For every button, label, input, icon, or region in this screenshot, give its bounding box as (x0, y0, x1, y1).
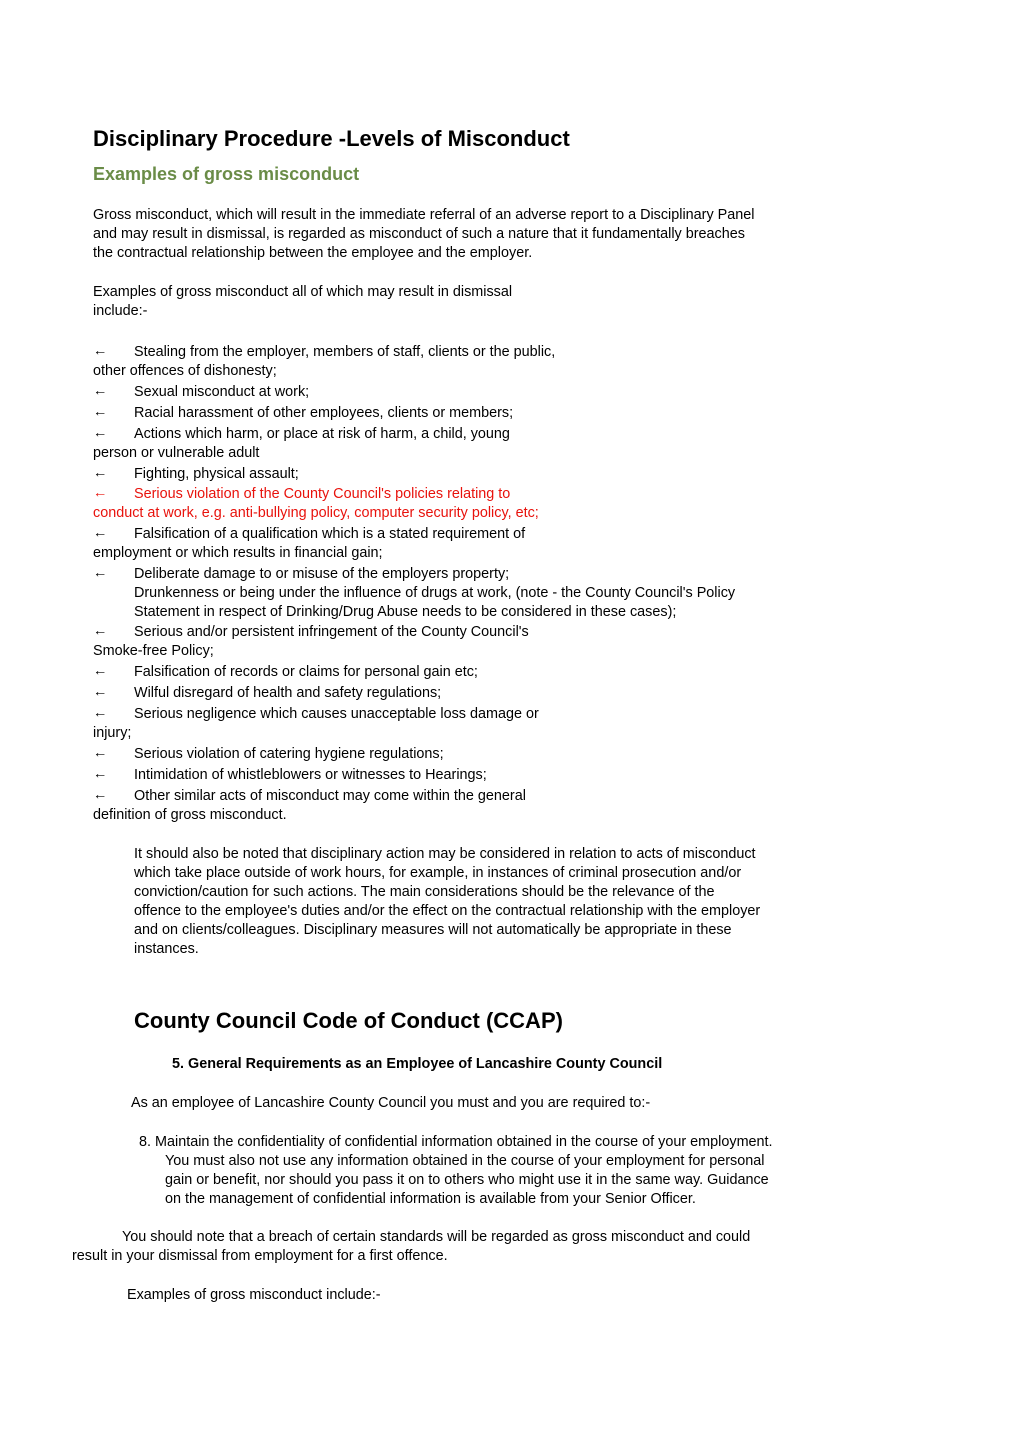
arrow-icon: ← (93, 485, 108, 501)
list-item-continuation: definition of gross misconduct. (93, 807, 287, 823)
examples-include: Examples of gross misconduct include:- (127, 1287, 381, 1303)
list-item: Deliberate damage to or misuse of the employers property; (134, 566, 510, 582)
arrow-icon: ← (93, 425, 108, 441)
list-item: Actions which harm, or place at risk of harm, a child, young (134, 426, 510, 442)
list-item-continuation: other offences of dishonesty; (93, 363, 277, 379)
intro-line: the contractual relationship between the employee and the employer. (93, 245, 533, 261)
arrow-icon: ← (93, 745, 108, 761)
breach-line: You should note that a breach of certain standards will be regarded as gross misconduct and could (122, 1229, 751, 1245)
page-subtitle: Examples of gross misconduct (93, 164, 360, 184)
list-item-continuation: injury; (93, 725, 132, 741)
list-item-continuation: employment or which results in financial gain; (93, 545, 383, 561)
note-paragraph (134, 845, 760, 959)
arrow-icon: ← (93, 684, 108, 700)
list-item-continuation: person or vulnerable adult (93, 445, 260, 461)
list-item: Wilful disregard of health and safety regulations; (134, 685, 442, 701)
arrow-icon: ← (93, 623, 108, 639)
note-line: It should also be noted that disciplinary action may be considered in relation to acts of misconduct (134, 846, 756, 862)
list-item: Other similar acts of misconduct may come within the general (134, 788, 526, 804)
item-8-first-line: 8. Maintain the confidentiality of confidential information obtained in the course of your employment. (139, 1134, 773, 1150)
code-of-conduct-title: County Council Code of Conduct (CCAP) (134, 1008, 563, 1033)
list-item: Falsification of records or claims for personal gain etc; (134, 664, 478, 680)
employee-requirement-line: As an employee of Lancashire County Council you must and you are required to:- (131, 1095, 651, 1111)
intro-line: Gross misconduct, which will result in the immediate referral of an adverse report to a Disciplinary Panel (93, 207, 755, 223)
page-title: Disciplinary Procedure -Levels of Misconduct (93, 126, 570, 151)
arrow-icon: ← (93, 787, 108, 803)
examples-intro-line: Examples of gross misconduct all of which may result in dismissal (93, 284, 513, 300)
list-item: Sexual misconduct at work; (134, 384, 310, 400)
arrow-icon: ← (93, 343, 108, 359)
list-item-continuation: Smoke-free Policy; (93, 643, 214, 659)
arrow-icon: ← (93, 525, 108, 541)
list-item: Serious negligence which causes unacceptable loss damage or (134, 706, 539, 722)
list-item: Racial harassment of other employees, clients or members; (134, 405, 514, 421)
intro-line: and may result in dismissal, is regarded as misconduct of such a nature that it fundamentally breaches (93, 226, 745, 242)
list-item-highlighted: Serious violation of the County Council's policies relating to (134, 486, 511, 502)
arrow-icon: ← (93, 766, 108, 782)
arrow-icon: ← (93, 404, 108, 420)
item-8-line: on the management of confidential information is available from your Senior Officer. (165, 1191, 696, 1207)
arrow-icon: ← (93, 663, 108, 679)
examples-intro (93, 283, 512, 321)
note-line: conviction/caution for such actions. The main considerations should be the relevance of the (134, 884, 715, 900)
drunkenness-line: Drunkenness or being under the influence of drugs at work, (note - the County Council's Policy (134, 585, 736, 601)
arrow-icon: ← (93, 705, 108, 721)
note-line: instances. (134, 941, 199, 957)
drunkenness-line: Statement in respect of Drinking/Drug Abuse needs to be considered in these cases); (134, 604, 677, 620)
item-8-continuation (165, 1152, 769, 1209)
section-heading: 5. General Requirements as an Employee of Lancashire County Council (172, 1056, 663, 1072)
list-item: Fighting, physical assault; (134, 466, 299, 482)
note-line: which take place outside of work hours, for example, in instances of criminal prosecution and/or (134, 865, 742, 881)
note-line: and on clients/colleagues. Disciplinary measures will not automatically be appropriate in these (134, 922, 732, 938)
list-item: Falsification of a qualification which is a stated requirement of (134, 526, 526, 542)
arrow-icon: ← (93, 465, 108, 481)
list-item-continuation: conduct at work, e.g. anti-bullying policy, computer security policy, etc; (93, 505, 539, 521)
list-item: Serious and/or persistent infringement of the County Council's (134, 624, 529, 640)
list-item: Serious violation of catering hygiene regulations; (134, 746, 444, 762)
note-line: offence to the employee's duties and/or the effect on the contractual relationship with the employer (134, 903, 761, 919)
examples-intro-line: include:- (93, 303, 148, 319)
list-item: Intimidation of whistleblowers or witnesses to Hearings; (134, 767, 487, 783)
arrow-icon: ← (93, 565, 108, 581)
item-8-line: You must also not use any information obtained in the course of your employment for personal (165, 1153, 765, 1169)
intro-paragraph (93, 206, 754, 263)
breach-line: result in your dismissal from employment for a first offence. (72, 1248, 448, 1264)
item-8-line: gain or benefit, nor should you pass it on to others who might use it in the same way. Guidance (165, 1172, 769, 1188)
list-item: Stealing from the employer, members of staff, clients or the public, (134, 344, 556, 360)
arrow-icon: ← (93, 383, 108, 399)
